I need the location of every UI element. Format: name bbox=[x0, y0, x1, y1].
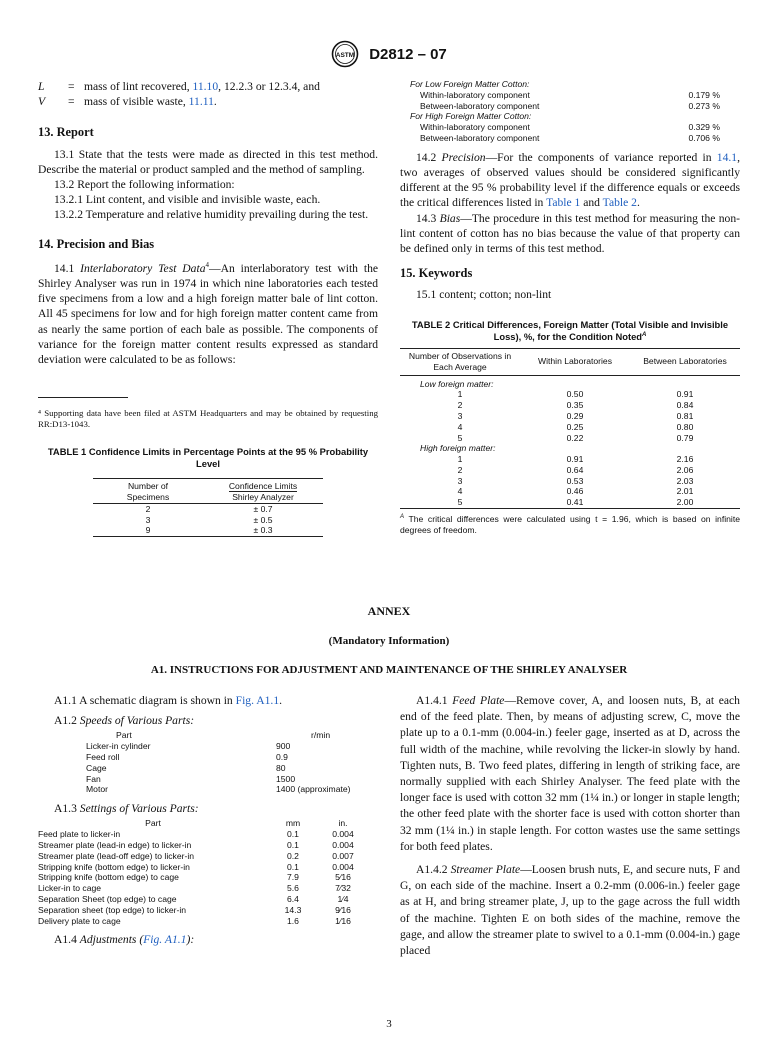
annex-right-column bbox=[400, 693, 740, 959]
table-row: Part r/min bbox=[116, 730, 331, 741]
table-row: Licker-in to cage 5.6 7⁄32 bbox=[38, 883, 351, 894]
footnote-rule bbox=[38, 397, 128, 398]
table-row: Separation Sheet (top edge) to cage 6.4 1⁄4 bbox=[38, 893, 349, 904]
paragraph-15-1: 15.1 content; cotton; non-lint bbox=[416, 288, 552, 302]
list-item: Between-laboratory component 0.273 % bbox=[420, 100, 720, 111]
table-row: Part mm in. bbox=[145, 818, 348, 829]
paragraph-a1-2: A1.2 Speeds of Various Parts: bbox=[54, 714, 195, 728]
section-heading-precision: 14. Precision and Bias bbox=[38, 236, 155, 251]
table-row: Stripping knife (bottom edge) to licker-in 0.1 0.004 bbox=[38, 861, 354, 872]
list-item: Between-laboratory component 0.706 % bbox=[420, 132, 720, 143]
table-row: Specimens Shirley Analyzer bbox=[93, 492, 323, 503]
annex-a1-title: A1. INSTRUCTIONS FOR ADJUSTMENT AND MAINTENANCE OF THE SHIRLEY ANALYSER bbox=[150, 664, 628, 676]
link-table-1[interactable]: Table 1 bbox=[546, 196, 581, 210]
table-row: Cage 80 bbox=[86, 762, 286, 773]
table-row: Fan 1500 bbox=[86, 773, 296, 784]
table-2-caption: TABLE 2 Critical Differences, Foreign Matter (Total Visible and Invisible Loss), %, for the Condition Noted$^A$ bbox=[411, 318, 729, 343]
table-row: 4 0.46 2.01 bbox=[457, 486, 694, 497]
footnote-4: ⁴ Supporting data have been filed at ASTM Headquarters and may be obtained by requesting RR:D13-1043. bbox=[38, 408, 378, 430]
list-item: Within-laboratory component 0.329 % bbox=[420, 122, 720, 133]
table-row: Separation sheet (top edge) to licker-in 14.3 9⁄16 bbox=[38, 904, 351, 915]
section-heading-report: 13. Report bbox=[38, 125, 94, 140]
table-1-caption: TABLE 1 Confidence Limits in Percentage Points at the 95 % Probability Level bbox=[47, 446, 369, 469]
annex-title: ANNEX bbox=[367, 604, 411, 618]
definition-l: L = mass of lint recovered, 11.10, 12.2.3 or 12.3.4, and bbox=[38, 80, 320, 93]
right-column bbox=[400, 79, 740, 536]
table-row: Feed roll 0.9 bbox=[86, 752, 288, 762]
table-row: Low foreign matter: bbox=[420, 378, 494, 389]
svg-text:ASTM: ASTM bbox=[335, 52, 355, 59]
speeds-table bbox=[86, 730, 351, 795]
paragraph-a1-4: A1.4 Adjustments (Fig. A1.1): bbox=[54, 933, 195, 947]
table-row: Streamer plate (lead-in edge) to licker-in 0.1 0.004 bbox=[38, 839, 354, 850]
table-row: Streamer plate (lead-off edge) to licker-in 0.2 0.007 bbox=[38, 850, 354, 861]
table-row: Delivery plate to cage 1.6 1⁄16 bbox=[38, 915, 351, 926]
left-column bbox=[38, 79, 378, 537]
table-row: Number of Observations in Each Average Within Laboratories Between Laboratories bbox=[400, 348, 740, 375]
link-14-1[interactable]: 14.1 bbox=[716, 150, 738, 164]
table-row: 1 0.50 0.91 bbox=[457, 389, 694, 400]
link-table-2[interactable]: Table 2 bbox=[602, 196, 637, 210]
table-2 bbox=[400, 348, 740, 509]
table-row: 2 0.35 0.84 bbox=[457, 400, 694, 411]
annex-subtitle: (Mandatory Information) bbox=[328, 635, 450, 647]
table-row: Feed plate to licker-in 0.1 0.004 bbox=[38, 829, 354, 840]
paragraph-14-2: 14.2 Precision—For the components of variance reported in 14.1, two averages of observed values should be considered significantly different at the 95 % probability level if the difference equals or exceeds the critical differences listed in Table 1 and Table 2. bbox=[400, 150, 740, 210]
definition-v: V = mass of visible waste, 11.11. bbox=[38, 95, 217, 109]
table-row: Number of Confidence Limits bbox=[93, 479, 323, 492]
table-1 bbox=[93, 478, 323, 537]
table-row: 3 0.29 0.81 bbox=[457, 410, 694, 421]
paragraph-14-1: 14.1 Interlaboratory Test Data$^4$—An interlaboratory test with the Shirley Analyser was run in 1974 in which nine laboratories each tested five specimens from a low and a high foreign matter bale of lint cotton. All 45 specimens for low and for high foreign matter content came from as nearly the same portion of each bale as possible. The components of variance for the foreign matter content results expressed as standard deviation were calculated to be as follows: bbox=[38, 260, 379, 366]
list-item: Within-laboratory component 0.179 % bbox=[420, 89, 720, 100]
paragraph-a1-4-2: A1.4.2 Streamer Plate—Loosen brush nuts, E, and secure nuts, F and G, on each side of the machine. Insert a 0.2-mm (0.006-in.) feeler gage as at H, and bring streamer plate, J, up to the gage across the full width of the machine. Tighten E on both sides of the machine, remove the gage, and allow the streamer plate to swivel to a 0.1-mm (0.004-in.) gage placed bbox=[400, 863, 740, 958]
table-row: High foreign matter: bbox=[420, 443, 496, 454]
paragraph-14-3: 14.3 Bias—The procedure in this test method for measuring the non-lint content of cotton has no bias because the value of that property can be defined only in terms of this test method. bbox=[400, 211, 740, 255]
link-fig-a1-1-adjust[interactable]: Fig. A1.1 bbox=[143, 933, 187, 947]
settings-table bbox=[38, 818, 368, 926]
paragraph-13-2: 13.2 Report the following information: bbox=[54, 178, 235, 192]
paragraph-a1-1: A1.1 A schematic diagram is shown in Fig. A1.1. bbox=[54, 694, 283, 707]
astm-logo-icon bbox=[331, 40, 359, 68]
table-row: Licker-in cylinder 900 bbox=[86, 741, 291, 752]
table-row: Stripping knife (bottom edge) to cage 7.9 5⁄16 bbox=[38, 872, 351, 883]
document-header bbox=[0, 40, 778, 68]
document-code: D2812 – 07 bbox=[369, 45, 447, 63]
table-row: Motor 1400 (approximate) bbox=[86, 784, 351, 795]
variance-components: For Low Foreign Matter Cotton: Within-laboratory component 0.179 % Between-laboratory component 0.273 % For High Foreign Matter Cotton: Within-laboratory component 0.329 % Between-laboratory component 0.706 % bbox=[400, 79, 740, 144]
table-row: 5 0.22 0.79 bbox=[457, 432, 694, 443]
page-number: 3 bbox=[386, 1018, 392, 1030]
annex-left-column bbox=[38, 693, 378, 948]
paragraph-13-2-2: 13.2.2 Temperature and relative humidity prevailing during the test. bbox=[54, 208, 369, 222]
link-11-11[interactable]: 11.11 bbox=[188, 95, 214, 109]
table-row: 3 0.53 2.03 bbox=[457, 475, 694, 486]
paragraph-13-2-1: 13.2.1 Lint content, and visible and invisible waste, each. bbox=[54, 193, 321, 207]
paragraph-13-1: 13.1 State that the tests were made as directed in this test method. Describe the material or product sampled and the method of sampling. bbox=[38, 147, 378, 176]
table-2-note: $^A$ The critical differences were calculated using t = 1.96, which is based on infinite degrees of freedom. bbox=[400, 513, 740, 535]
paragraph-a1-3: A1.3 Settings of Various Parts: bbox=[54, 802, 199, 816]
table-row: 5 0.41 2.00 bbox=[400, 497, 740, 508]
section-heading-keywords: 15. Keywords bbox=[400, 266, 473, 281]
link-fig-a1-1[interactable]: Fig. A1.1 bbox=[235, 694, 280, 707]
table-row: 2 ± 0.7 bbox=[145, 503, 273, 514]
table-row: 3 ± 0.5 bbox=[145, 514, 273, 525]
link-11-10[interactable]: 11.10 bbox=[192, 80, 219, 93]
table-row: 2 0.64 2.06 bbox=[457, 464, 694, 475]
table-row: 4 0.25 0.80 bbox=[457, 421, 694, 432]
table-row: 1 0.91 2.16 bbox=[457, 454, 694, 465]
table-row: 9 ± 0.3 bbox=[93, 525, 323, 536]
paragraph-a1-4-1: A1.4.1 Feed Plate—Remove cover, A, and loosen nuts, B, at each end of the feed plate. Then, by means of adjusting screw, C, move the plate up to a 0.1-mm (0.004-in.) feeler gage, inserted as at D, across the full width of the machine, while revolving the licker-in slowly by hand. Tighten nuts, B. Two feed plates, differing in length of striking face, are normally supplied with each Shirley Analyser. The feed plate with the longer face is used with cotton 32 mm (1¼ in.) or longer in staple length; the other feed plate with the shorter face is used with cotton shorter than 32 mm (1¼ in.) in staple length. For cotton wastes use the same settings for both feed plates. bbox=[400, 694, 740, 853]
